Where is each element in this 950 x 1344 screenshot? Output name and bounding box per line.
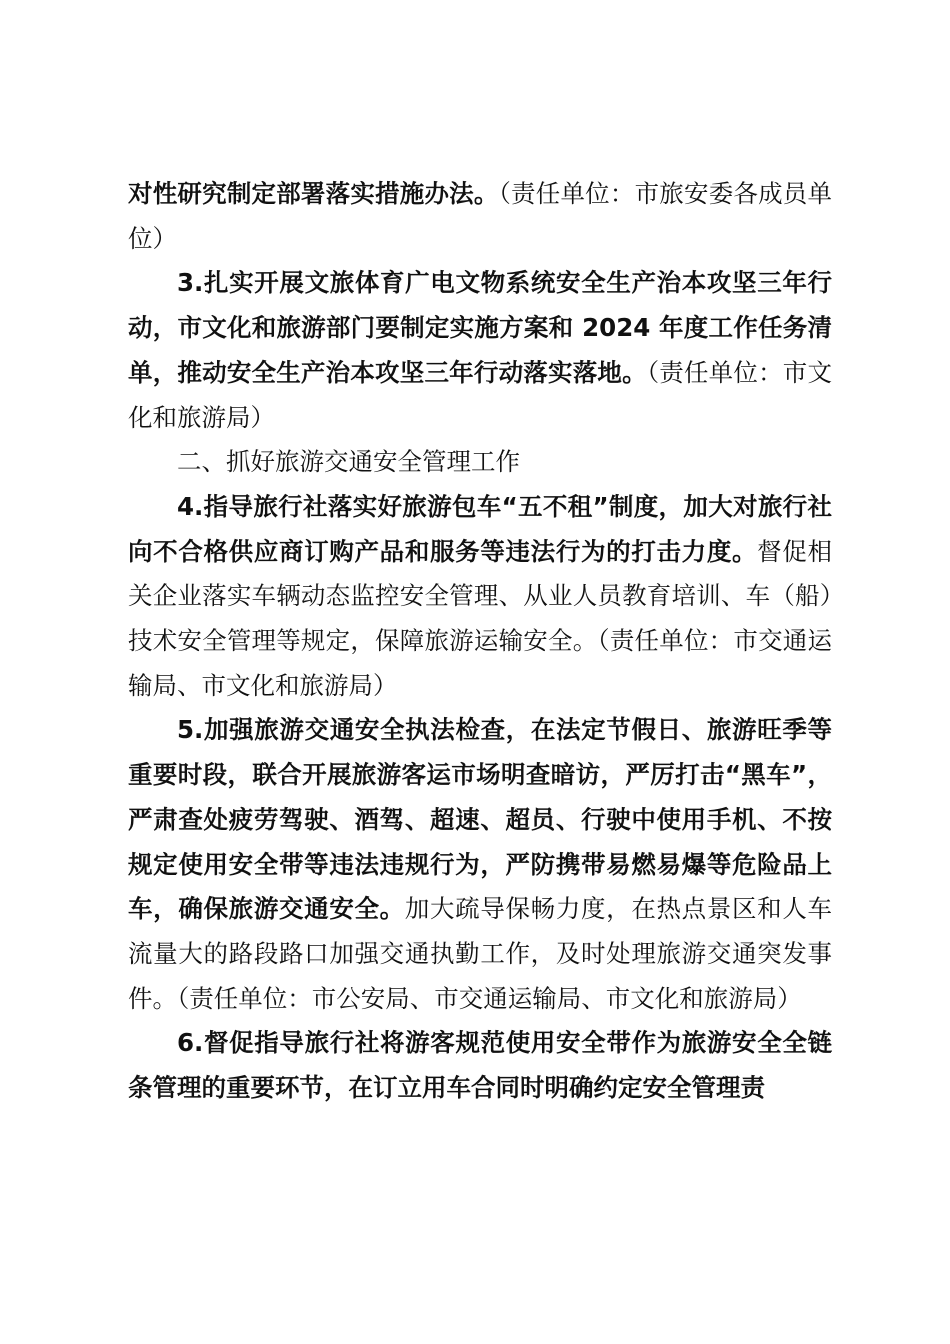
paragraph-bold-text: 4.指导旅行社落实好旅游包车“五不租”制度，加大对旅行社向不合格供应商订购产品和服务等违法行为的打击力度。 [128, 491, 832, 566]
paragraph-item-4 [128, 485, 832, 709]
paragraph-text: （责任单位：市文化和旅游局） [128, 357, 832, 432]
paragraph-bold-text: 3.扎实开展文旅体育广电文物系统安全生产治本攻坚三年行动，市文化和旅游部门要制定实施方案和 2024 年度工作任务清单，推动安全生产治本攻坚三年行动落实落地。 [128, 268, 832, 387]
paragraph-continued [128, 172, 832, 261]
section-heading: 二、抓好旅游交通安全管理工作 [177, 447, 520, 477]
paragraph-text: 加大疏导保畅力度，在热点景区和人车流量大的路段路口加强交通执勤工作，及时处理旅游交通突发事件。（责任单位：市公安局、市交通运输局、市文化和旅游局） [128, 894, 833, 1013]
paragraph-bold-text: 5.加强旅游交通安全执法检查，在法定节假日、旅游旺季等重要时段，联合开展旅游客运市场明查暗访，严厉打击“黑车”，严肃查处疲劳驾驶、酒驾、超速、超员、行驶中使用手机、不按规定使用安全带等违法违规行为，严防携带易燃易爆等危险品上车，确保旅游交通安全。 [128, 715, 832, 924]
paragraph-bold-text: 对性研究制定部署落实措施办法。 [128, 179, 499, 208]
paragraph-text: （责任单位：市旅安委各成员单位） [128, 179, 833, 253]
paragraph-text: 督促相关企业落实车辆动态监控安全管理、从业人员教育培训、车（船）技术安全管理等规定，保障旅游运输安全。（责任单位：市交通运输局、市文化和旅游局） [128, 536, 833, 700]
paragraph-bold-text: 6.督促指导旅行社将游客规范使用安全带作为旅游安全全链条管理的重要环节，在订立用车合同时明确约定安全管理责 [128, 1028, 832, 1103]
paragraph-item-6 [128, 1021, 832, 1110]
paragraph-item-3 [128, 261, 832, 440]
document-body [128, 172, 832, 1111]
paragraph-item-5 [128, 708, 832, 1021]
